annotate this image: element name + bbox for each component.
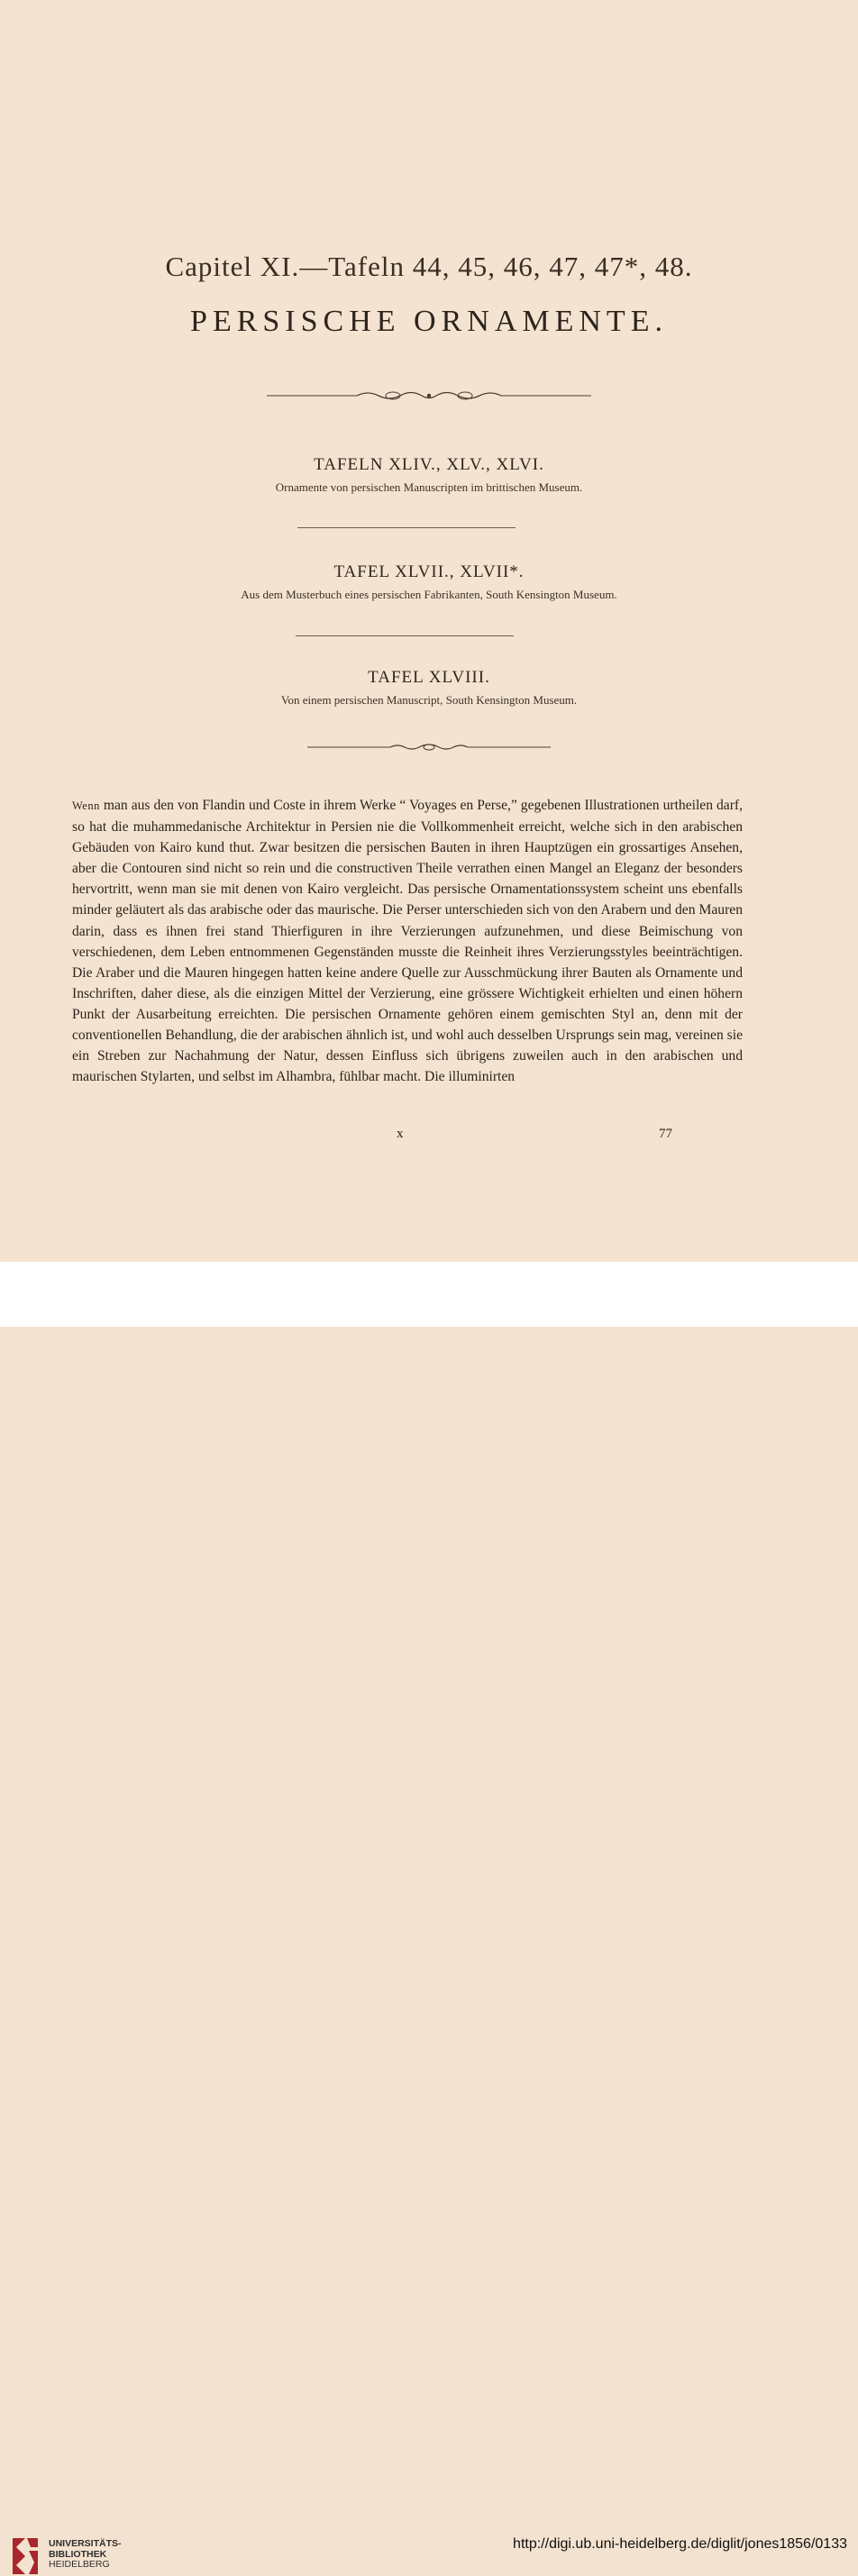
- section-3: [0, 668, 858, 708]
- chapter-heading: [0, 251, 858, 283]
- section-description: Aus dem Musterbuch eines persischen Fabrikanten, South Kensington Museum.: [241, 588, 617, 601]
- section-1: [0, 455, 858, 495]
- scanned-page: [0, 0, 858, 1262]
- section-heading: TAFELN XLIV., XLV., XLVI.: [314, 455, 544, 474]
- section-heading: TAFEL XLVIII.: [368, 668, 490, 687]
- library-name-line3: HEIDELBERG: [49, 2559, 110, 2570]
- library-name: [49, 2539, 122, 2571]
- flourish-ornament-icon: [267, 388, 591, 404]
- body-text: man aus den von Flandin und Coste in ihrem Werke “ Voyages en Perse,” gegebenen Illustrationen urtheilen darf, so hat die muhammedanische Architektur in Persien nie die Vollkommenheit erreicht, welche sich in den arabischen Gebäuden von Kairo kund thut. Zwar besitzen die persischen Bauten in ihren Hauptzügen ein grossartiges Ansehen, aber die Contouren sind nicht so rein und die constructiven Theile verrathen einen Mangel an Eleganz der besonders hervortritt, wenn man sie mit denen von Kairo vergleicht. Das persische Ornamentationssystem scheint uns ebenfalls minder geläutert als das arabische oder das maurische. Die Perser unterschieden sich von den Arabern und den Mauren darin, dass es ihnen frei stand Thierfiguren in ihre Verzierungen aufzunehmen, und diese Beimischung von verschiedenen, dem Leben entnommenen Gegenständen musste die Reinheit ihres Verzierungsstyles beeinträchtigen. Die Araber und die Mauren hingegen hatten keine andere Quelle zur Ausschmückung ihrer Bauten als Ornamente und Inschriften, daher diese, als die einzigen Mittel der Verzierung, eine grössere Wichtigkeit erhielten und einen höhern Punkt der Ausarbeitung erreichten. Die persischen Ornamente gehören einem gemischten Styl an, denn mit der conventionellen Behandlung, die der arabischen ähnlich ist, und wohl auch desselben Ursprungs sein mag, vereinen sie ein Streben zur Nachahmung der Natur, dessen Einfluss sich übrigens zuweilen auch in den arabischen und maurischen Stylarten, und selbst im Alhambra, fühlbar macht. Die illuminirten: [72, 798, 743, 1085]
- library-logo-icon: [9, 2535, 41, 2576]
- chapter-label: Capitel: [165, 251, 253, 282]
- body-paragraph: [72, 795, 743, 1087]
- section-description: Ornamente von persischen Manuscripten im brittischen Museum.: [275, 480, 583, 494]
- library-name-line1: UNIVERSITÄTS-: [49, 2538, 122, 2549]
- digitization-footer: [0, 1262, 858, 2570]
- flourish-ornament-icon: [307, 741, 551, 754]
- signature-mark: x: [397, 1127, 404, 1141]
- chapter-dash: —: [299, 251, 329, 282]
- chapter-number: XI.: [260, 251, 300, 282]
- page-number: 77: [659, 1127, 672, 1141]
- divider-rule: [296, 635, 514, 636]
- page-title: PERSISCHE ORNAMENTE.: [190, 305, 668, 338]
- section-heading: TAFEL XLVII., XLVII*.: [333, 562, 525, 581]
- section-description: Von einem persischen Manuscript, South Kensington Museum.: [280, 693, 578, 707]
- plates-label: Tafeln: [328, 251, 405, 282]
- first-word: Wenn: [72, 799, 100, 812]
- section-2: [0, 562, 858, 602]
- divider-rule: [297, 527, 516, 528]
- ornamental-divider-top: [0, 388, 858, 404]
- library-name-line2: BIBLIOTHEK: [49, 2548, 107, 2560]
- plates-list: 44, 45, 46, 47, 47*, 48.: [412, 251, 693, 282]
- source-url-link[interactable]: http://digi.ub.uni-heidelberg.de/diglit/jones1856/0133: [513, 2536, 847, 2552]
- ornamental-divider-bottom: [0, 741, 858, 754]
